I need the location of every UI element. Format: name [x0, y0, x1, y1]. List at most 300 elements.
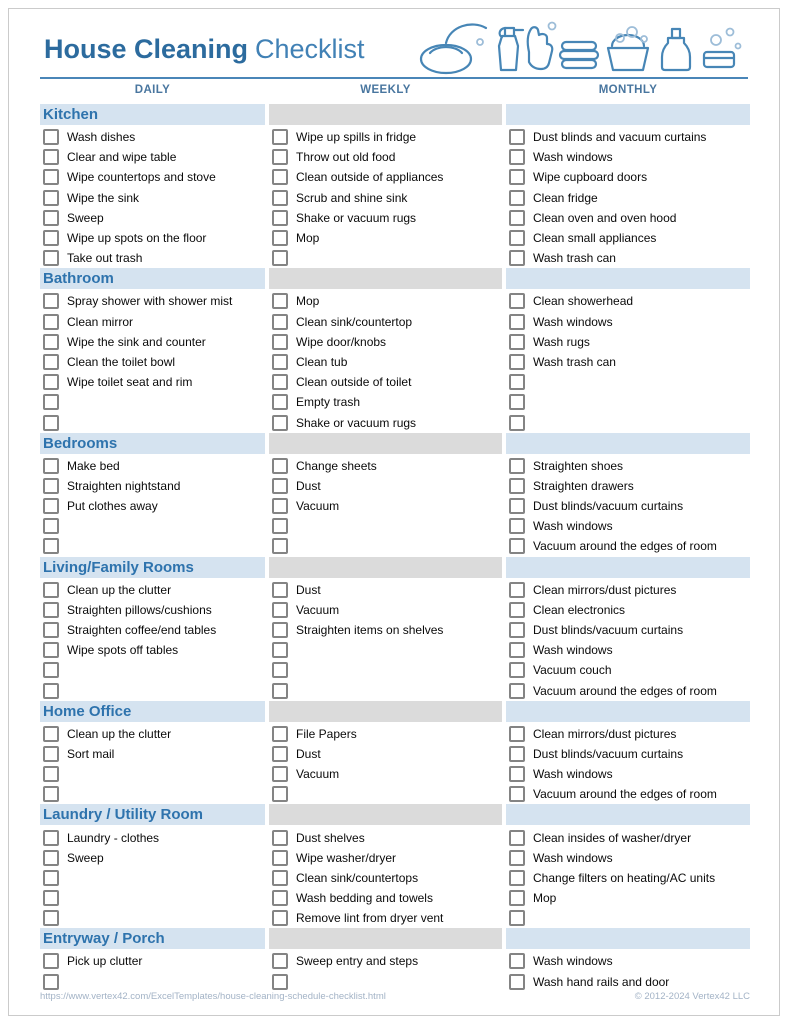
section-band-daily — [40, 268, 265, 289]
checklist-row — [40, 516, 265, 536]
checklist-row — [269, 248, 502, 268]
checkbox[interactable] — [272, 870, 288, 886]
task-label: Wipe cupboard doors — [533, 170, 648, 185]
checklist-row — [40, 764, 265, 784]
page-title-secondary: Checklist — [255, 34, 365, 64]
checkbox[interactable] — [43, 293, 59, 309]
checkbox[interactable] — [272, 746, 288, 762]
section-title: Kitchen — [43, 106, 99, 123]
section-columns — [40, 127, 750, 268]
section-header-band — [40, 701, 750, 722]
section-band-weekly — [269, 701, 502, 722]
section-columns — [40, 827, 750, 928]
task-label: Wash hand rails and door — [533, 974, 670, 989]
section-band-weekly — [269, 268, 502, 289]
checklist-row — [506, 147, 750, 167]
task-label: Straighten shoes — [533, 458, 624, 473]
checklist-row — [506, 620, 750, 640]
checklist-row — [506, 372, 750, 392]
task-label: Put clothes away — [67, 499, 158, 514]
task-label: Wash dishes — [67, 130, 136, 145]
section-band-daily — [40, 804, 265, 825]
section-bathroom — [40, 268, 750, 432]
checklist-row — [506, 248, 750, 268]
section-header-band — [40, 928, 750, 949]
checkbox[interactable] — [509, 129, 525, 145]
checklist-row — [269, 784, 502, 804]
checklist-row — [506, 208, 750, 228]
checkbox[interactable] — [509, 230, 525, 246]
checkbox[interactable] — [509, 169, 525, 185]
checkbox[interactable] — [272, 210, 288, 226]
checkbox[interactable] — [43, 642, 59, 658]
task-label: Wipe the sink and counter — [67, 334, 206, 349]
checkbox[interactable] — [272, 830, 288, 846]
checklist-row — [40, 536, 265, 556]
section-columns — [40, 951, 750, 991]
checklist-row — [506, 600, 750, 620]
checkbox[interactable] — [43, 622, 59, 638]
task-label: Straighten coffee/end tables — [67, 623, 217, 638]
sections — [40, 104, 750, 992]
checkbox[interactable] — [272, 786, 288, 802]
checkbox[interactable] — [43, 518, 59, 534]
task-label: Empty trash — [296, 395, 361, 410]
checklist-row — [40, 412, 265, 432]
task-label: Vacuum around the edges of room — [533, 787, 717, 802]
checkbox[interactable] — [272, 642, 288, 658]
column-daily — [40, 724, 265, 805]
checklist-row — [269, 332, 502, 352]
checklist-row — [40, 372, 265, 392]
task-label: Vacuum — [296, 602, 340, 617]
task-label: Wipe the sink — [67, 190, 140, 205]
checklist-row — [506, 228, 750, 248]
checkbox[interactable] — [509, 786, 525, 802]
section-kitchen — [40, 104, 750, 268]
task-label: Clean outside of toilet — [296, 375, 412, 390]
checklist-row — [269, 536, 502, 556]
checkbox[interactable] — [43, 314, 59, 330]
column-weekly — [269, 827, 502, 928]
checkbox[interactable] — [272, 169, 288, 185]
checkbox[interactable] — [43, 458, 59, 474]
checkbox[interactable] — [509, 582, 525, 598]
task-label: Scrub and shine sink — [296, 190, 408, 205]
checkbox[interactable] — [43, 830, 59, 846]
footer — [40, 991, 750, 1002]
task-label: Shake or vacuum rugs — [296, 210, 417, 225]
checkbox[interactable] — [272, 910, 288, 926]
checklist-row — [506, 908, 750, 928]
checkbox[interactable] — [43, 910, 59, 926]
checkbox[interactable] — [272, 478, 288, 494]
checklist-row — [269, 744, 502, 764]
checklist-row — [269, 167, 502, 187]
checklist-row — [269, 228, 502, 248]
task-label: Vacuum couch — [533, 663, 612, 678]
checklist-row — [40, 827, 265, 847]
task-label: Wash windows — [533, 954, 613, 969]
task-label: Straighten items on shelves — [296, 623, 444, 638]
task-label: Clean small appliances — [533, 231, 657, 246]
checklist-row — [506, 456, 750, 476]
column-monthly — [506, 291, 750, 432]
checkbox[interactable] — [509, 458, 525, 474]
column-weekly — [269, 456, 502, 557]
column-monthly — [506, 456, 750, 557]
checkbox[interactable] — [272, 538, 288, 554]
column-daily — [40, 951, 265, 991]
checkbox[interactable] — [509, 210, 525, 226]
task-label: Clean mirrors/dust pictures — [533, 726, 677, 741]
task-label: Clean fridge — [533, 190, 598, 205]
task-label: Clean mirrors/dust pictures — [533, 582, 677, 597]
checkbox[interactable] — [272, 293, 288, 309]
section-entryway-porch — [40, 928, 750, 991]
checkbox[interactable] — [43, 662, 59, 678]
checkbox[interactable] — [509, 850, 525, 866]
checkbox[interactable] — [272, 354, 288, 370]
checkbox[interactable] — [272, 726, 288, 742]
task-label: Clean oven and oven hood — [533, 210, 677, 225]
checkbox[interactable] — [509, 498, 525, 514]
checkbox[interactable] — [272, 415, 288, 431]
checklist-row — [269, 147, 502, 167]
task-label: Wash windows — [533, 519, 613, 534]
checklist-row — [269, 352, 502, 372]
checklist-row — [269, 908, 502, 928]
section-band-daily — [40, 928, 265, 949]
checkbox[interactable] — [43, 726, 59, 742]
section-bedrooms — [40, 433, 750, 557]
task-label: Clean sink/countertops — [296, 870, 419, 885]
checklist-row — [269, 640, 502, 660]
task-label: Spray shower with shower mist — [67, 294, 233, 309]
checklist-row — [506, 476, 750, 496]
page-title — [44, 32, 365, 66]
checkbox[interactable] — [272, 890, 288, 906]
task-label: Change filters on heating/AC units — [533, 870, 716, 885]
checklist-row — [269, 496, 502, 516]
section-columns — [40, 580, 750, 701]
cleaning-supplies-illustration — [416, 12, 746, 78]
column-weekly — [269, 127, 502, 268]
checklist-row — [40, 848, 265, 868]
checkbox[interactable] — [272, 498, 288, 514]
checkbox[interactable] — [509, 354, 525, 370]
checklist-row — [506, 412, 750, 432]
checkbox[interactable] — [43, 210, 59, 226]
checkbox[interactable] — [43, 354, 59, 370]
task-label: Dust shelves — [296, 830, 365, 845]
task-label: Straighten drawers — [533, 478, 634, 493]
checkbox[interactable] — [272, 518, 288, 534]
checklist-row — [40, 291, 265, 311]
checkbox[interactable] — [43, 415, 59, 431]
checkbox[interactable] — [43, 394, 59, 410]
checklist-row — [269, 848, 502, 868]
checkbox[interactable] — [272, 602, 288, 618]
task-label: Vacuum around the edges of room — [533, 539, 717, 554]
task-label: Wash windows — [533, 314, 613, 329]
task-label: Dust blinds/vacuum curtains — [533, 499, 684, 514]
checkbox[interactable] — [43, 498, 59, 514]
checklist-row — [506, 352, 750, 372]
checkbox[interactable] — [509, 830, 525, 846]
checkbox[interactable] — [43, 582, 59, 598]
section-columns — [40, 724, 750, 805]
column-daily — [40, 456, 265, 557]
checkbox[interactable] — [509, 870, 525, 886]
checkbox[interactable] — [272, 582, 288, 598]
task-label: Sort mail — [67, 746, 115, 761]
task-label: Vacuum — [296, 499, 340, 514]
section-title: Laundry / Utility Room — [43, 806, 204, 824]
checklist-row — [269, 888, 502, 908]
checkbox[interactable] — [509, 190, 525, 206]
checkbox[interactable] — [509, 910, 525, 926]
checkbox[interactable] — [272, 974, 288, 990]
checklist-row — [269, 660, 502, 680]
checklist-row — [40, 868, 265, 888]
checklist-row — [40, 681, 265, 701]
checkbox[interactable] — [43, 190, 59, 206]
task-label: Pick up clutter — [67, 954, 143, 969]
checkbox[interactable] — [509, 662, 525, 678]
checkbox[interactable] — [272, 230, 288, 246]
checklist-row — [269, 600, 502, 620]
task-label: Dust blinds/vacuum curtains — [533, 746, 684, 761]
checklist-row — [269, 868, 502, 888]
section-band-weekly — [269, 804, 502, 825]
task-label: Dust — [296, 478, 321, 493]
task-label: File Papers — [296, 726, 357, 741]
checklist-row — [269, 516, 502, 536]
task-label: Wash windows — [533, 767, 613, 782]
checkbox[interactable] — [509, 415, 525, 431]
checkbox[interactable] — [509, 602, 525, 618]
checkbox[interactable] — [509, 394, 525, 410]
checklist-row — [506, 744, 750, 764]
task-label: Wash windows — [533, 643, 613, 658]
task-label: Clean up the clutter — [67, 726, 172, 741]
checkbox[interactable] — [509, 953, 525, 969]
column-daily — [40, 291, 265, 432]
checkbox[interactable] — [509, 374, 525, 390]
checklist-row — [506, 332, 750, 352]
checklist-row — [40, 456, 265, 476]
task-label: Clean mirror — [67, 314, 134, 329]
task-label: Laundry - clothes — [67, 830, 160, 845]
checkbox[interactable] — [43, 953, 59, 969]
checklist-row — [269, 827, 502, 847]
checklist-row — [506, 868, 750, 888]
checkbox[interactable] — [43, 786, 59, 802]
checkbox[interactable] — [272, 129, 288, 145]
column-weekly — [269, 580, 502, 701]
checkbox[interactable] — [272, 374, 288, 390]
checklist-row — [506, 681, 750, 701]
task-label: Wash windows — [533, 850, 613, 865]
checkbox[interactable] — [509, 746, 525, 762]
checklist-row — [506, 724, 750, 744]
section-band-daily — [40, 557, 265, 578]
checklist-row — [269, 620, 502, 640]
task-label: Wash trash can — [533, 251, 616, 266]
section-band-daily — [40, 104, 265, 125]
task-label: Dust blinds and vacuum curtains — [533, 130, 707, 145]
checkbox[interactable] — [43, 334, 59, 350]
checkbox[interactable] — [272, 766, 288, 782]
checkbox[interactable] — [509, 683, 525, 699]
task-label: Vacuum — [296, 767, 340, 782]
checklist-row — [506, 392, 750, 412]
checkbox[interactable] — [43, 602, 59, 618]
checkbox[interactable] — [43, 478, 59, 494]
section-title: Living/Family Rooms — [43, 558, 194, 576]
checkbox[interactable] — [272, 458, 288, 474]
checkbox[interactable] — [509, 726, 525, 742]
page-title-primary: House Cleaning — [44, 34, 249, 64]
checkbox[interactable] — [43, 974, 59, 990]
checkbox[interactable] — [43, 850, 59, 866]
checklist-row — [40, 908, 265, 928]
checklist-row — [506, 496, 750, 516]
checkbox[interactable] — [272, 334, 288, 350]
section-band-monthly — [506, 268, 750, 289]
checkbox[interactable] — [272, 683, 288, 699]
checkbox[interactable] — [272, 394, 288, 410]
task-label: Vacuum around the edges of room — [533, 683, 717, 698]
checklist-row — [40, 228, 265, 248]
checkbox[interactable] — [509, 890, 525, 906]
task-label: Wipe washer/dryer — [296, 850, 397, 865]
checklist-row — [269, 972, 502, 992]
checklist-row — [506, 536, 750, 556]
checkbox[interactable] — [509, 974, 525, 990]
section-columns — [40, 456, 750, 557]
checkbox[interactable] — [272, 250, 288, 266]
section-band-weekly — [269, 928, 502, 949]
task-label: Make bed — [67, 458, 120, 473]
checklist-row — [269, 208, 502, 228]
footer-copyright: © 2012-2024 Vertex42 LLC — [634, 991, 750, 1002]
checkbox[interactable] — [272, 149, 288, 165]
checkbox[interactable] — [509, 622, 525, 638]
checkbox[interactable] — [272, 190, 288, 206]
checkbox[interactable] — [43, 230, 59, 246]
column-monthly — [506, 827, 750, 928]
checkbox[interactable] — [272, 622, 288, 638]
task-label: Wash bedding and towels — [296, 891, 433, 906]
checkbox[interactable] — [43, 250, 59, 266]
task-label: Dust blinds/vacuum curtains — [533, 623, 684, 638]
section-living-family-rooms — [40, 557, 750, 701]
checklist-row — [40, 352, 265, 372]
checkbox[interactable] — [509, 642, 525, 658]
checkbox[interactable] — [509, 250, 525, 266]
checkbox[interactable] — [43, 746, 59, 762]
checkbox[interactable] — [43, 149, 59, 165]
section-band-monthly — [506, 804, 750, 825]
checklist-row — [506, 660, 750, 680]
task-label: Wash rugs — [533, 334, 590, 349]
section-header-band — [40, 804, 750, 825]
column-monthly — [506, 580, 750, 701]
checklist-row — [40, 724, 265, 744]
checkbox[interactable] — [509, 538, 525, 554]
checkbox[interactable] — [272, 850, 288, 866]
task-label: Wipe countertops and stove — [67, 170, 216, 185]
checkbox[interactable] — [43, 766, 59, 782]
checklist-row — [269, 580, 502, 600]
section-band-weekly — [269, 557, 502, 578]
section-title: Home Office — [43, 702, 132, 720]
checkbox[interactable] — [272, 662, 288, 678]
checkbox[interactable] — [509, 518, 525, 534]
checkbox[interactable] — [509, 314, 525, 330]
section-header-band — [40, 268, 750, 289]
checklist-row — [40, 972, 265, 992]
checklist-row — [506, 640, 750, 660]
checklist-row — [40, 580, 265, 600]
section-title: Entryway / Porch — [43, 930, 165, 948]
checkbox[interactable] — [43, 169, 59, 185]
checklist-row — [269, 312, 502, 332]
section-band-monthly — [506, 433, 750, 454]
checklist-row — [506, 580, 750, 600]
checklist-row — [269, 291, 502, 311]
section-band-monthly — [506, 701, 750, 722]
checklist-row — [506, 167, 750, 187]
checkbox[interactable] — [509, 293, 525, 309]
section-header-band — [40, 104, 750, 125]
column-monthly — [506, 127, 750, 268]
checkbox[interactable] — [272, 953, 288, 969]
checkbox[interactable] — [509, 478, 525, 494]
task-label: Straighten nightstand — [67, 478, 181, 493]
section-title: Bathroom — [43, 270, 114, 288]
checkbox[interactable] — [509, 766, 525, 782]
checklist-row — [40, 660, 265, 680]
checkbox[interactable] — [509, 334, 525, 350]
task-label: Clean outside of appliances — [296, 170, 444, 185]
checklist-row — [506, 764, 750, 784]
checklist-row — [506, 188, 750, 208]
checklist-row — [269, 188, 502, 208]
checkbox[interactable] — [272, 314, 288, 330]
checkbox[interactable] — [509, 149, 525, 165]
task-label: Clean up the clutter — [67, 582, 172, 597]
checklist-row — [269, 412, 502, 432]
checklist-row — [506, 312, 750, 332]
checklist-row — [40, 147, 265, 167]
checkbox[interactable] — [43, 129, 59, 145]
checklist-row — [40, 640, 265, 660]
checkbox[interactable] — [43, 374, 59, 390]
checkbox[interactable] — [43, 890, 59, 906]
checkbox[interactable] — [43, 870, 59, 886]
checkbox[interactable] — [43, 538, 59, 554]
checklist-row — [40, 951, 265, 971]
checklist-row — [40, 167, 265, 187]
section-band-weekly — [269, 104, 502, 125]
checklist-row — [269, 951, 502, 971]
checkbox[interactable] — [43, 683, 59, 699]
checklist-row — [269, 681, 502, 701]
checklist-row — [269, 392, 502, 412]
